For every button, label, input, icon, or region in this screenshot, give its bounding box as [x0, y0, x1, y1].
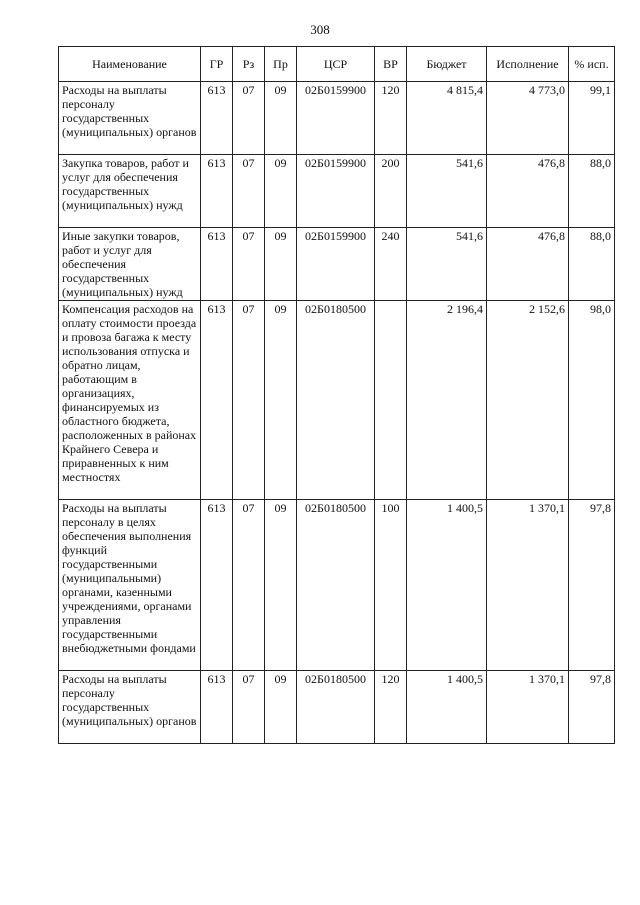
header-pr: Пр: [265, 47, 297, 82]
table-row: [59, 301, 615, 500]
row-gr: 613: [201, 228, 233, 301]
row-vr: 120: [375, 82, 407, 155]
row-vr: 100: [375, 500, 407, 671]
row-gr: 613: [201, 671, 233, 744]
table-row: [59, 82, 615, 155]
header-name: Наименование: [59, 47, 201, 82]
row-execution: 476,8: [487, 228, 569, 301]
header-percent: % исп.: [569, 47, 615, 82]
table-row: [59, 671, 615, 744]
row-csr: 02Б0180500: [297, 671, 375, 744]
row-budget: 4 815,4: [407, 82, 487, 155]
row-pr: 09: [265, 671, 297, 744]
row-csr: 02Б0159900: [297, 228, 375, 301]
row-name: Расходы на выплаты персоналу государственных (муниципальных) органов: [59, 82, 201, 155]
row-vr: 120: [375, 671, 407, 744]
row-execution: 476,8: [487, 155, 569, 228]
row-gr: 613: [201, 82, 233, 155]
row-gr: 613: [201, 155, 233, 228]
budget-table: [58, 46, 615, 744]
row-rz: 07: [233, 500, 265, 671]
row-vr: [375, 301, 407, 500]
header-execution: Исполнение: [487, 47, 569, 82]
row-csr: 02Б0180500: [297, 301, 375, 500]
row-rz: 07: [233, 301, 265, 500]
row-csr: 02Б0180500: [297, 500, 375, 671]
row-percent: 98,0: [569, 301, 615, 500]
table-row: [59, 228, 615, 301]
row-name: Компенсация расходов на оплату стоимости проезда и провоза багажа к месту использования отпуска и обратно лицам, работающим в организациях, финансируемых из областного бюджета, расположенных в районах Крайнего Севера и приравненных к ним местностях: [59, 301, 201, 500]
row-name: Закупка товаров, работ и услуг для обеспечения государственных (муниципальных) нужд: [59, 155, 201, 228]
row-gr: 613: [201, 301, 233, 500]
header-vr: ВР: [375, 47, 407, 82]
row-percent: 99,1: [569, 82, 615, 155]
page-number: 308: [310, 22, 330, 37]
row-execution: 2 152,6: [487, 301, 569, 500]
header-gr: ГР: [201, 47, 233, 82]
header-budget: Бюджет: [407, 47, 487, 82]
row-percent: 97,8: [569, 671, 615, 744]
row-name: Иные закупки товаров, работ и услуг для обеспечения государственных (муниципальных) нужд: [59, 228, 201, 301]
table-row: [59, 155, 615, 228]
row-execution: 1 370,1: [487, 500, 569, 671]
row-budget: 2 196,4: [407, 301, 487, 500]
header-csr: ЦСР: [297, 47, 375, 82]
row-pr: 09: [265, 228, 297, 301]
table-header-row: [59, 47, 615, 82]
row-vr: 240: [375, 228, 407, 301]
row-name: Расходы на выплаты персоналу государственных (муниципальных) органов: [59, 671, 201, 744]
row-rz: 07: [233, 155, 265, 228]
row-execution: 1 370,1: [487, 671, 569, 744]
row-rz: 07: [233, 82, 265, 155]
row-pr: 09: [265, 155, 297, 228]
row-rz: 07: [233, 228, 265, 301]
row-name: Расходы на выплаты персоналу в целях обеспечения выполнения функций государственными (муниципальными) органами, казенными учреждениями, органами управления государственными внебюджетными фондами: [59, 500, 201, 671]
row-pr: 09: [265, 301, 297, 500]
row-pr: 09: [265, 82, 297, 155]
row-csr: 02Б0159900: [297, 82, 375, 155]
row-gr: 613: [201, 500, 233, 671]
row-percent: 88,0: [569, 155, 615, 228]
row-percent: 97,8: [569, 500, 615, 671]
row-budget: 541,6: [407, 228, 487, 301]
row-budget: 1 400,5: [407, 671, 487, 744]
row-budget: 541,6: [407, 155, 487, 228]
row-budget: 1 400,5: [407, 500, 487, 671]
row-csr: 02Б0159900: [297, 155, 375, 228]
row-rz: 07: [233, 671, 265, 744]
row-percent: 88,0: [569, 228, 615, 301]
row-vr: 200: [375, 155, 407, 228]
row-pr: 09: [265, 500, 297, 671]
header-rz: Рз: [233, 47, 265, 82]
table-row: [59, 500, 615, 671]
row-execution: 4 773,0: [487, 82, 569, 155]
